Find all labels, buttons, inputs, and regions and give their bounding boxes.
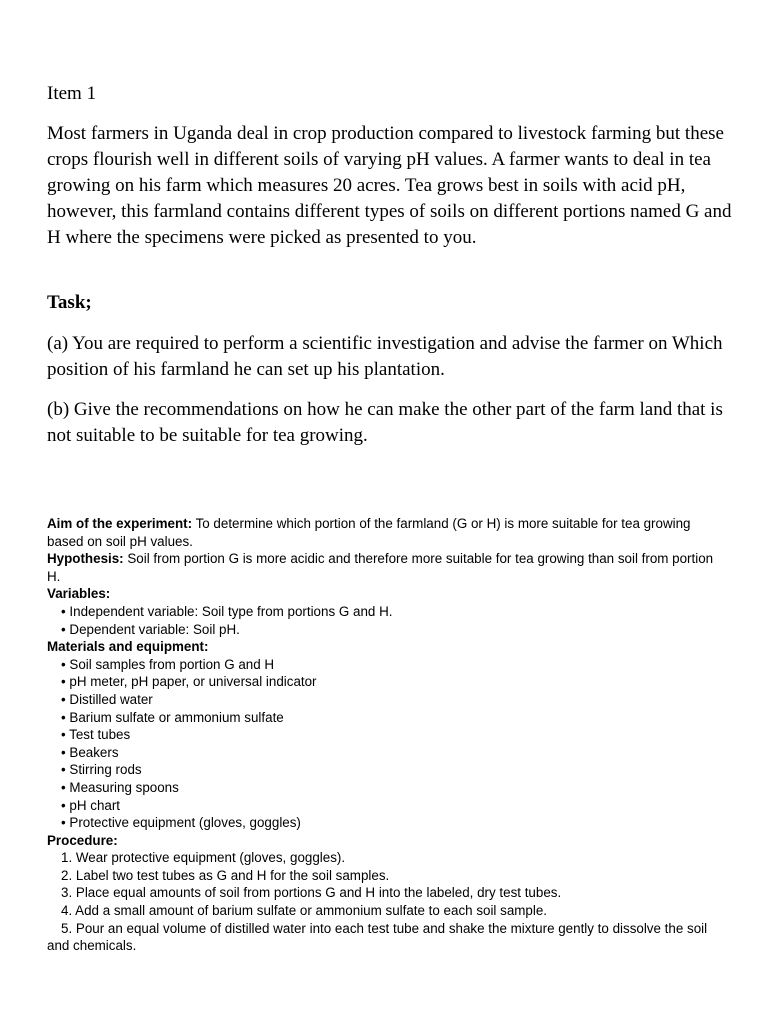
materials-list <box>47 656 727 832</box>
list-item: 5. Pour an equal volume of distilled water into each test tube and shake the mixture gently to dissolve the soil and chemicals. <box>47 920 708 954</box>
task-part-a: (a) You are required to perform a scientific investigation and advise the farmer on Which position of his farmland he can set up his plantation. <box>47 333 723 380</box>
list-item: • Measuring spoons <box>61 779 179 795</box>
hypothesis-label: Hypothesis: <box>47 551 124 567</box>
hypothesis <box>47 550 727 585</box>
task-heading: Task; <box>47 292 92 313</box>
aim-label: Aim of the experiment: <box>47 516 193 531</box>
aim-of-experiment <box>47 515 727 550</box>
list-item: • Beakers <box>61 744 119 760</box>
list-item: • pH meter, pH paper, or universal indicator <box>61 674 317 690</box>
task-part-b: (b) Give the recommendations on how he can make the other part of the farm land that is not suitable to be suitable for tea growing. <box>47 399 723 446</box>
list-item: • pH chart <box>61 797 121 813</box>
procedure-list <box>47 849 727 955</box>
list-item: • Barium sulfate or ammonium sulfate <box>61 709 284 725</box>
list-item: 3. Place equal amounts of soil from portions G and H into the labeled, dry test tubes. <box>61 885 562 901</box>
list-item: • Independent variable: Soil type from portions G and H. <box>61 603 393 619</box>
list-item: • Stirring rods <box>61 762 142 778</box>
list-item: • Distilled water <box>61 691 153 707</box>
list-item: 2. Label two test tubes as G and H for the soil samples. <box>61 867 390 883</box>
list-item: • Protective equipment (gloves, goggles) <box>61 815 301 831</box>
list-item: 1. Wear protective equipment (gloves, goggles). <box>61 850 346 866</box>
list-item: • Test tubes <box>61 727 131 743</box>
procedure-label: Procedure: <box>47 832 118 848</box>
list-item: • Dependent variable: Soil pH. <box>61 621 240 637</box>
list-item: 4. Add a small amount of barium sulfate or ammonium sulfate to each soil sample. <box>61 903 548 919</box>
intro-paragraph: Most farmers in Uganda deal in crop production compared to livestock farming but these crops flourish well in different soils of varying pH values. A farmer wants to deal in tea growing on his farm which measures 20 acres. Tea grows best in soils with acid pH, however, this farmland contains different types of soils on different portions named G and H where the specimens were picked as presented to you. <box>47 123 732 248</box>
aim-text: To determine which portion of the farmland (G or H) is more suitable for tea growing based on soil pH values. <box>47 516 691 549</box>
item-heading: Item 1 <box>47 83 97 104</box>
variables-list <box>47 603 727 638</box>
variables-label: Variables: <box>47 586 111 602</box>
experiment-section <box>47 515 727 955</box>
list-item: • Soil samples from portion G and H <box>61 656 275 672</box>
materials-label: Materials and equipment: <box>47 639 209 655</box>
hypothesis-text: Soil from portion G is more acidic and therefore more suitable for tea growing than soil from portion H. <box>47 551 714 584</box>
